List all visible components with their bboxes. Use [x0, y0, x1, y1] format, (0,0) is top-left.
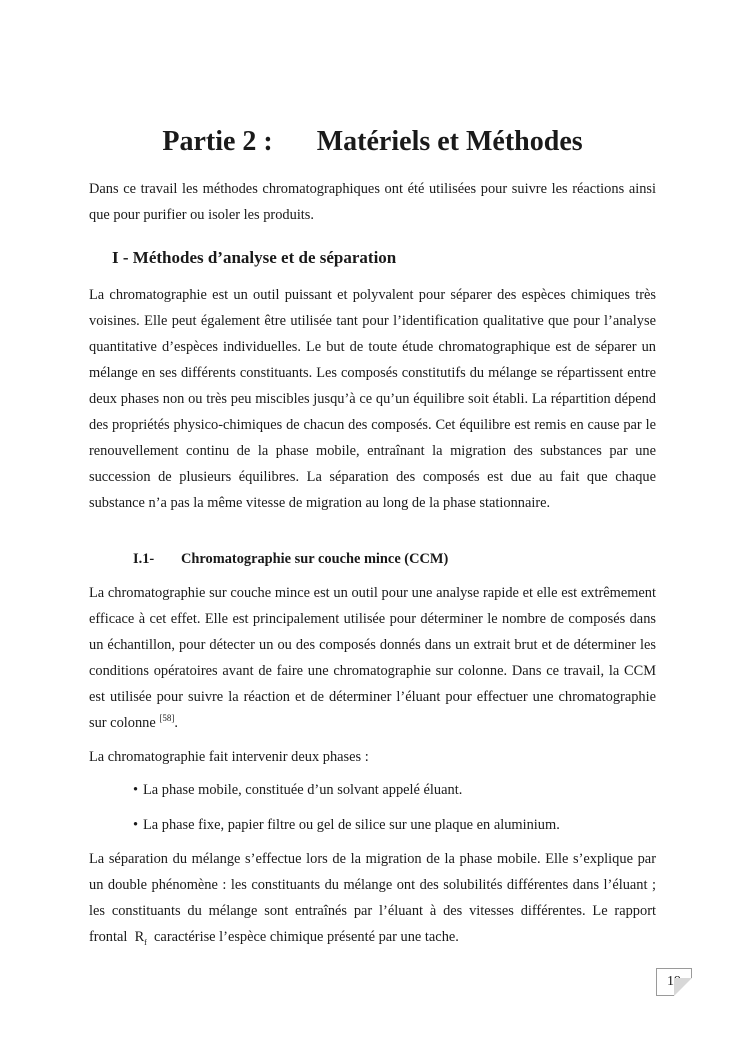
- citation-end: .: [174, 715, 178, 731]
- page-number: [656, 968, 692, 996]
- title-name: Matériels et Méthodes: [316, 126, 583, 157]
- bullet-icon: •: [133, 817, 139, 833]
- subsection-heading: [133, 551, 448, 568]
- subsection-number: I.1-: [133, 551, 155, 567]
- title-part: Partie 2 :: [162, 126, 273, 157]
- ccm-paragraph-text: La chromatographie sur couche mince est un outil pour une analyse rapide et elle est extrêmement efficace à cet effet. Elle est principalement utilisée pour déterminer le nombre de composés dans un échantillon, pour détecter un ou des composés donnés dans un extrait brut et de déterminer les conditions opératoires avant de faire une chromatographie sur colonne. Dans ce travail, la CCM est utilisée pour suivre la réaction et de déterminer l’éluant pour effectuer une chromatographie sur colonne: [89, 585, 656, 731]
- final-paragraph-text: La séparation du mélange s’effectue lors de la migration de la phase mobile. Elle s’explique par un double phénomène : les constituants du mélange ont des solubilités différentes dans l’éluant ; les constituants du mélange sont entraînés par l’éluant à des vitesses différentes. Le rapport frontal: [89, 851, 656, 945]
- list-item: [133, 782, 462, 799]
- page-title: [0, 126, 745, 158]
- bullet-text: La phase fixe, papier filtre ou gel de silice sur une plaque en aluminium.: [143, 817, 560, 833]
- page-number-text: 19: [667, 974, 681, 989]
- rf-letter: R: [134, 929, 145, 945]
- subsection-title: Chromatographie sur couche mince (CCM): [181, 551, 449, 567]
- rf-symbol: [135, 929, 147, 945]
- phases-intro: La chromatographie fait intervenir deux phases :: [89, 749, 369, 765]
- page-fold-icon: [674, 978, 692, 996]
- bullet-text: La phase mobile, constituée d’un solvant appelé éluant.: [143, 782, 463, 798]
- citation-ref: [58]: [159, 713, 175, 723]
- bullet-icon: •: [133, 782, 139, 798]
- final-paragraph: [89, 846, 656, 956]
- section-paragraph: La chromatographie est un outil puissant et polyvalent pour séparer des espèces chimiques très voisines. Elle peut également être utilisée tant pour l’identification qualitative que pour l’analyse quantitative d’espèces individuelles. Le but de toute étude chromatographique est de séparer un mélange en ses différents constituants. Les composés constitutifs du mélange se répartissent entre deux phases non ou très peu miscibles jusqu’à ce qu’un équilibre soit établi. La répartition dépend des propriétés physico-chimiques de chacun des composés. Cet équilibre est remis en cause par le renouvellement continu de la phase mobile, entraînant la migration des substances par une succession de plusieurs équilibres. La séparation des composés est due au fait que chaque substance n’a pas la même vitesse de migration au long de la phase stationnaire.: [89, 287, 656, 511]
- final-paragraph-tail: caractérise l’espèce chimique présenté par une tache.: [154, 929, 459, 945]
- list-item: [133, 817, 560, 834]
- ccm-paragraph: [89, 580, 656, 736]
- intro-paragraph: Dans ce travail les méthodes chromatographiques ont été utilisées pour suivre les réactions ainsi que pour purifier ou isoler les produits.: [89, 181, 656, 223]
- rf-subscript: f: [144, 937, 147, 947]
- section-heading: I - Méthodes d’analyse et de séparation: [112, 248, 397, 267]
